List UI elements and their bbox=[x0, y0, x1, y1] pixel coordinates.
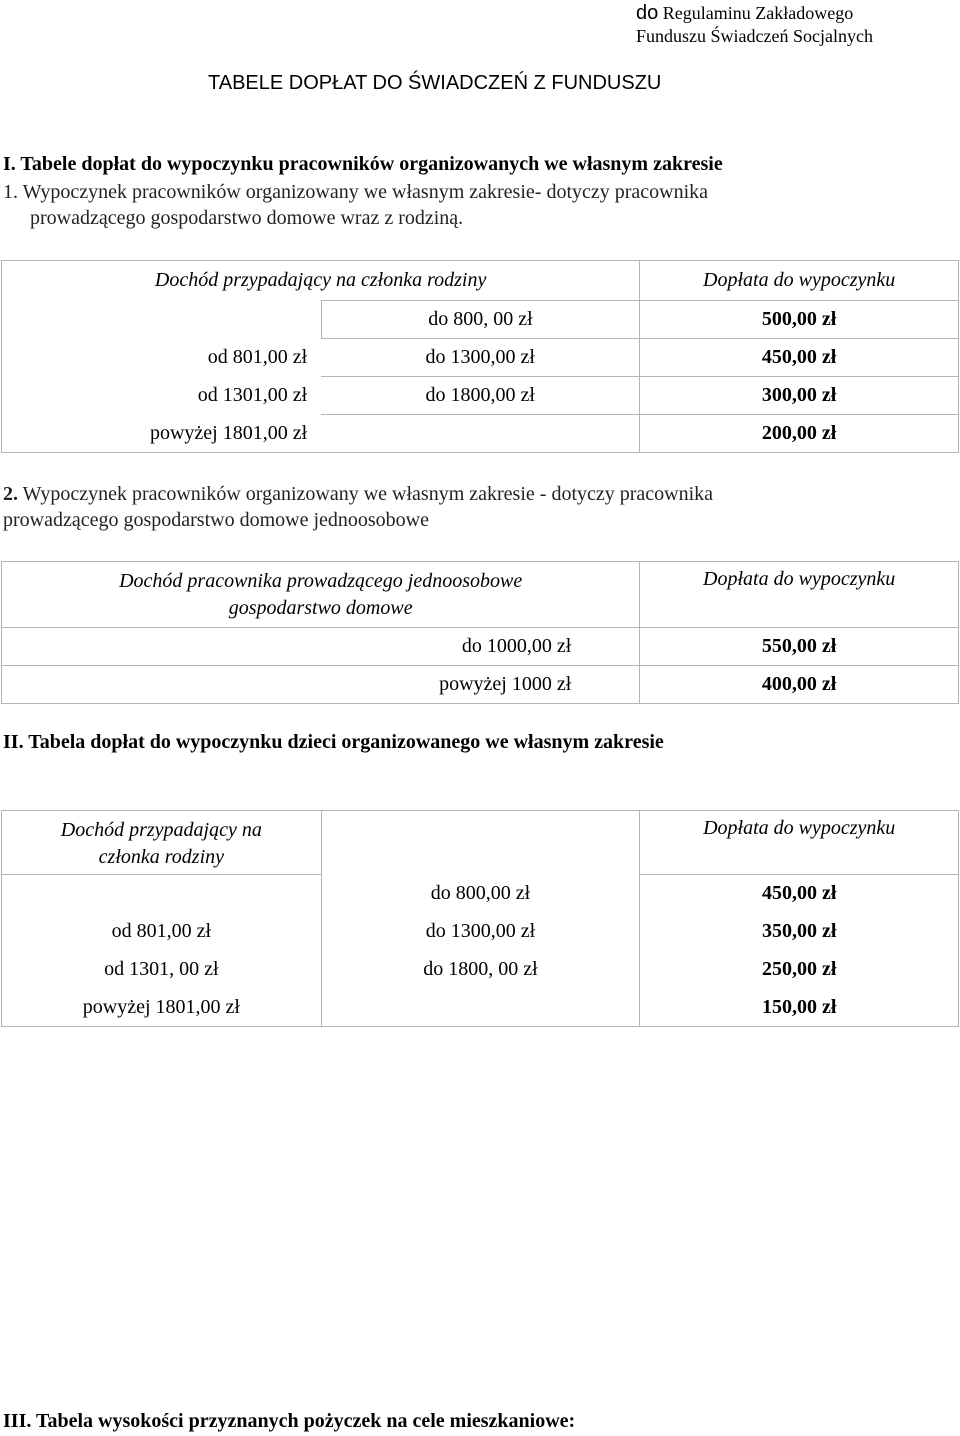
table3-row4-from: powyżej 1801,00 zł bbox=[2, 989, 322, 1027]
table2-col1-header bbox=[2, 562, 640, 628]
table2-row2-amount: 400,00 zł bbox=[640, 666, 959, 704]
table-row bbox=[2, 628, 959, 666]
paragraph-1-line1: 1. Wypoczynek pracowników organizowany we własnym zakresie- dotyczy pracownika bbox=[3, 181, 709, 203]
table-family-income-subsidy bbox=[1, 260, 959, 453]
table3-col2-header: Dopłata do wypoczynku bbox=[640, 811, 959, 875]
table2-col1-header-line2: gospodarstwo domowe bbox=[228, 597, 413, 619]
table1-row4-to bbox=[321, 415, 640, 453]
table3-col1-header-line2: członka rodziny bbox=[98, 846, 225, 868]
paragraph-2-number: 2. bbox=[3, 483, 18, 505]
table2-col1-header-line1: Dochód pracownika prowadzącego jednoosobowe bbox=[119, 570, 523, 592]
table1-row2-from: od 801,00 zł bbox=[2, 339, 322, 377]
table3-row1-from bbox=[2, 875, 322, 913]
table-row bbox=[2, 415, 959, 453]
table1-row3-amount: 300,00 zł bbox=[640, 377, 959, 415]
table3-row3-amount: 250,00 zł bbox=[640, 951, 959, 989]
note-do-word: do bbox=[636, 2, 659, 24]
table1-row1-from bbox=[2, 301, 322, 339]
table-children-subsidy bbox=[1, 810, 959, 1027]
table1-col2-header: Dopłata do wypoczynku bbox=[640, 261, 959, 301]
table-row bbox=[2, 666, 959, 704]
table2-row2-income: powyżej 1000 zł bbox=[2, 666, 640, 704]
note-line2: Funduszu Świadczeń Socjalnych bbox=[636, 26, 873, 46]
table3-col1-header bbox=[2, 811, 322, 875]
table1-row1-amount: 500,00 zł bbox=[640, 301, 959, 339]
table3-row1-to: do 800,00 zł bbox=[321, 875, 640, 913]
table-row bbox=[2, 913, 959, 951]
table1-row3-from: od 1301,00 zł bbox=[2, 377, 322, 415]
paragraph-1 bbox=[3, 179, 708, 231]
table1-row4-from: powyżej 1801,00 zł bbox=[2, 415, 322, 453]
table1-row2-amount: 450,00 zł bbox=[640, 339, 959, 377]
table-row bbox=[2, 951, 959, 989]
table-row bbox=[2, 875, 959, 913]
regulation-reference-note bbox=[636, 2, 873, 48]
paragraph-2-line1: Wypoczynek pracowników organizowany we własnym zakresie - dotyczy pracownika bbox=[18, 483, 714, 505]
paragraph-2 bbox=[3, 481, 713, 533]
table3-row3-from: od 1301, 00 zł bbox=[2, 951, 322, 989]
table2-col2-header: Dopłata do wypoczynku bbox=[640, 562, 959, 628]
table3-row2-amount: 350,00 zł bbox=[640, 913, 959, 951]
table-row bbox=[2, 377, 959, 415]
table1-col1-header: Dochód przypadający na członka rodziny bbox=[2, 261, 640, 301]
table1-row1-to: do 800, 00 zł bbox=[321, 301, 640, 339]
table3-row4-amount: 150,00 zł bbox=[640, 989, 959, 1027]
section-1-heading: I. Tabele dopłat do wypoczynku pracowników organizowanych we własnym zakresie bbox=[3, 153, 723, 175]
table3-col1-header-line1: Dochód przypadający na bbox=[60, 819, 262, 841]
table1-row2-to: do 1300,00 zł bbox=[321, 339, 640, 377]
table3-row2-to: do 1300,00 zł bbox=[321, 913, 640, 951]
table-row bbox=[2, 989, 959, 1027]
table1-row4-amount: 200,00 zł bbox=[640, 415, 959, 453]
table2-row1-income: do 1000,00 zł bbox=[2, 628, 640, 666]
table-row bbox=[2, 301, 959, 339]
table3-row4-to bbox=[321, 989, 640, 1027]
note-line1: Regulaminu Zakładowego bbox=[658, 3, 854, 23]
paragraph-2-line2: prowadzącego gospodarstwo domowe jednoosobowe bbox=[3, 509, 430, 531]
document-title: TABELE DOPŁAT DO ŚWIADCZEŃ Z FUNDUSZU bbox=[208, 72, 662, 94]
table3-row1-amount: 450,00 zł bbox=[640, 875, 959, 913]
table-single-household-subsidy bbox=[1, 561, 959, 704]
table2-row1-amount: 550,00 zł bbox=[640, 628, 959, 666]
table3-header-blank bbox=[321, 811, 640, 875]
section-3-heading: III. Tabela wysokości przyznanych pożyczek na cele mieszkaniowe: bbox=[3, 1410, 576, 1432]
table3-row2-from: od 801,00 zł bbox=[2, 913, 322, 951]
paragraph-1-line2: prowadzącego gospodarstwo domowe wraz z rodziną. bbox=[30, 207, 464, 229]
table-row bbox=[2, 339, 959, 377]
table3-row3-to: do 1800, 00 zł bbox=[321, 951, 640, 989]
section-2-heading: II. Tabela dopłat do wypoczynku dzieci organizowanego we własnym zakresie bbox=[3, 731, 664, 753]
table1-row3-to: do 1800,00 zł bbox=[321, 377, 640, 415]
